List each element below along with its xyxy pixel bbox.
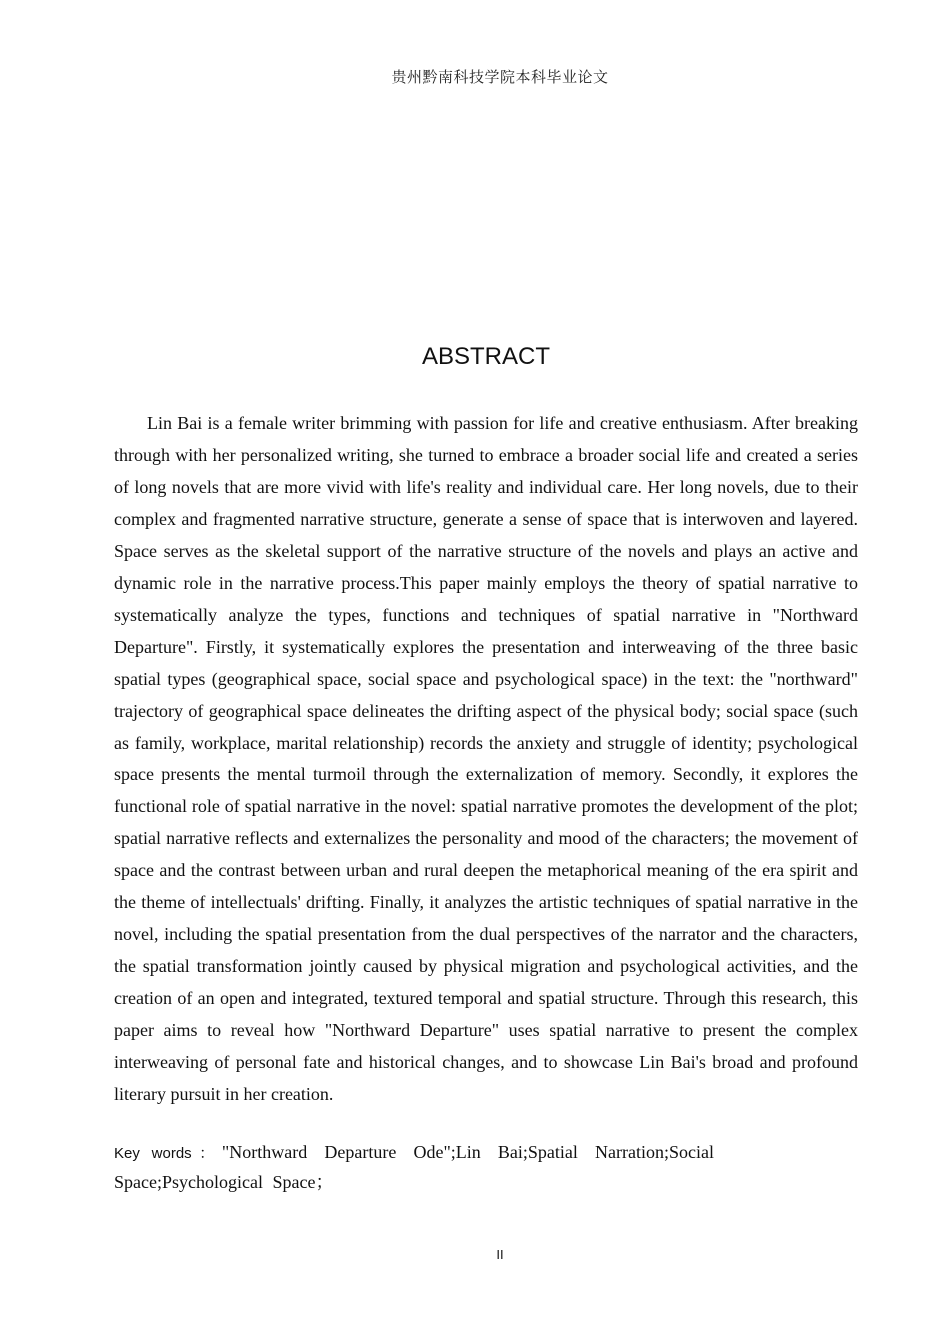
keywords-line	[114, 1138, 714, 1197]
abstract-body: Lin Bai is a female writer brimming with passion for life and creative enthusiasm. After breaking through with her personalized writing, she turned to embrace a broader social life and created a series of long novels that are more vivid with life's reality and individual care. Her long novels, due to their complex and fragmented narrative structure, generate a sense of space that is interwoven and layered. Space serves as the skeletal support of the narrative structure of the novels and plays an active and dynamic role in the narrative process.This paper mainly employs the theory of spatial narrative to systematically analyze the types, functions and techniques of spatial narrative in "Northward Departure". Firstly, it systematically explores the presentation and interweaving of the three basic spatial types (geographical space, social space and psychological space) in the text: the "northward" trajectory of geographical space delineates the drifting aspect of the physical body; social space (such as family, workplace, marital relationship) records the anxiety and struggle of identity; psychological space presents the mental turmoil through the externalization of memory. Secondly, it explores the functional role of spatial narrative in the novel: spatial narrative promotes the development of the plot; spatial narrative reflects and externalizes the personality and mood of the characters; the movement of space and the contrast between urban and rural deepen the metaphorical meaning of the era spirit and the theme of intellectuals' drifting. Finally, it analyzes the artistic techniques of spatial narrative in the novel, including the spatial presentation from the dual perspectives of the narrator and the characters, the spatial transformation jointly caused by physical migration and psychological activities, and the creation of an open and integrated, textured temporal and spatial structure. Through this research, this paper aims to reveal how "Northward Departure" uses spatial narrative to present the complex interweaving of personal fate and historical changes, and to showcase Lin Bai's broad and profound literary pursuit in her creation.	[114, 413, 858, 1105]
running-header: 贵州黔南科技学院本科毕业论文	[391, 68, 609, 86]
keywords-label: Key words：	[114, 1145, 222, 1162]
page-number: II	[496, 1247, 504, 1262]
abstract-title: ABSTRACT	[421, 343, 550, 370]
keywords-text: "Northward Departure Ode";Lin Bai;Spatial Narration;Social Space;Psychological Space；	[114, 1142, 715, 1192]
